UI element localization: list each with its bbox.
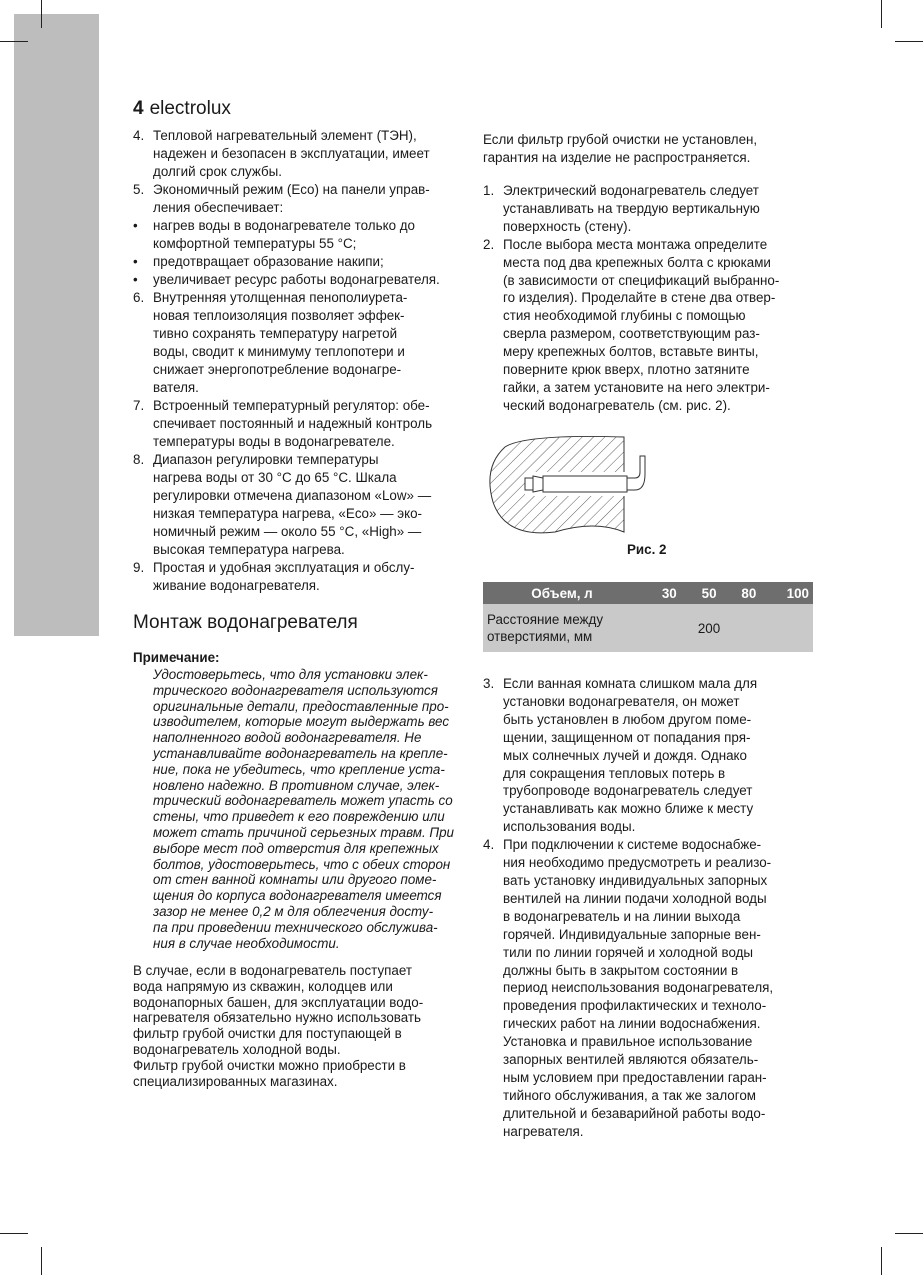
note-text: Удостоверьтесь, что для установки элек- трического водонагревателя используются оригинальные детали, предоставленные про- изводителем, которые могут выдержать вес наполненного водой водонагревателя. Не устанавливайте водонагреватель на крепле- ние, пока не убедитесь, что крепление уста- новлено надежно. В противном случае, элек- трический водонагреватель может упасть со стены, что приведет к его повреждению или может стать причиной серьезных травм. При выборе мест под отверстия для крепежных болтов, удостоверьтесь, что с обеих сторон от стен ванной комнаты или другого поме- щения до корпуса водонагревателя имеется зазор не менее 0,2 м для облегчения досту- па при проведении технического обслужива- ния в случае необходимости. bbox=[153, 667, 455, 951]
crop-mark bbox=[881, 1247, 882, 1275]
list-marker: • bbox=[133, 254, 138, 269]
list-marker: 1. bbox=[483, 183, 495, 198]
list-item bbox=[483, 675, 773, 836]
crop-mark bbox=[0, 41, 28, 42]
list-item bbox=[133, 289, 440, 397]
list-text: Тепловой нагревательный элемент (ТЭН), надежен и безопасен в эксплуатации, имеет долгий срок службы. bbox=[153, 128, 430, 179]
list-item bbox=[483, 182, 779, 236]
list-item bbox=[133, 127, 440, 181]
list-text: Встроенный температурный регулятор: обе- спечивает постоянный и надежный контроль температуры воды в водонагревателе. bbox=[153, 398, 433, 449]
list-text: Простая и удобная эксплуатация и обслу- живание водонагревателя. bbox=[153, 560, 415, 593]
crop-mark bbox=[881, 0, 882, 28]
crop-mark bbox=[895, 41, 923, 42]
list-item bbox=[133, 559, 440, 595]
filter-paragraph: В случае, если в водонагреватель поступает вода напрямую из скважин, колодцев или водонапорных башен, для эксплуатации водо- нагревателя обязательно нужно использовать фильтр грубой очистки для поступающей в водонагреватель холодной воды. Фильтр грубой очистки можно приобрести в специализированных магазинах. bbox=[133, 963, 424, 1089]
row-label: Расстояние между отверстиями, мм bbox=[483, 604, 641, 652]
spec-table bbox=[483, 582, 813, 652]
list-text: нагрев воды в водонагревателе только до комфортной температуры 55 °С; bbox=[153, 218, 416, 251]
header-50: 50 bbox=[681, 582, 721, 604]
list-marker: 7. bbox=[133, 398, 145, 413]
note-label: Примечание: bbox=[133, 650, 220, 665]
list-item bbox=[133, 397, 440, 451]
list-item bbox=[133, 181, 440, 217]
list-marker: 2. bbox=[483, 236, 495, 252]
list-item bbox=[133, 451, 440, 559]
install-steps-continued bbox=[483, 675, 773, 1141]
header-30: 30 bbox=[641, 582, 681, 604]
crop-mark bbox=[0, 1233, 28, 1234]
page-number: 4 bbox=[133, 98, 144, 119]
list-marker: 8. bbox=[133, 452, 145, 467]
list-marker: 4. bbox=[483, 837, 495, 853]
header-100: 100 bbox=[760, 582, 813, 604]
section-title: Монтаж водонагревателя bbox=[133, 612, 358, 633]
side-tab bbox=[14, 14, 99, 636]
list-text: Электрический водонагреватель следует устанавливать на твердую вертикальную поверхность (стену). bbox=[503, 183, 760, 234]
list-item bbox=[483, 236, 779, 415]
list-item bbox=[133, 253, 440, 271]
list-marker: 4. bbox=[133, 128, 145, 143]
list-item bbox=[133, 217, 440, 253]
list-text: увеличивает ресурс работы водонагревателя. bbox=[153, 272, 440, 287]
list-marker: • bbox=[133, 218, 138, 233]
list-text: Экономичный режим (Eco) на панели управ- ления обеспечивает: bbox=[153, 182, 430, 215]
row-value: 200 bbox=[641, 604, 813, 652]
crop-mark bbox=[895, 1233, 923, 1234]
list-text: Диапазон регулировки температуры нагрева воды от 30 °С до 65 °С. Шкала регулировки отмечена диапазоном «Low» — низкая температура нагрева, «Eco» — эко- номичный режим — около 55 °С, «High» — высокая температура нагрева. bbox=[153, 452, 432, 557]
list-marker: 9. bbox=[133, 560, 145, 575]
list-item bbox=[133, 271, 440, 289]
list-text: предотвращает образование накипи; bbox=[153, 254, 384, 269]
list-item bbox=[483, 836, 773, 1140]
header-80: 80 bbox=[721, 582, 761, 604]
feature-list bbox=[133, 127, 440, 595]
crop-mark bbox=[41, 0, 42, 28]
list-marker: 3. bbox=[483, 676, 495, 691]
brand: electrolux bbox=[149, 98, 231, 119]
install-steps bbox=[483, 182, 779, 415]
list-text: После выбора места монтажа определите места под два крепежных болта с крюками (в зависимости от спецификаций выбранно- го изделия). Проделайте в стене два отвер- стия необходимой глубины с помощью сверла размером, соответствующим раз- меру крепежных болтов, вставьте винты, поверните крюк вверх, плотно затяните гайки, а затем установите на него электри- ческий водонагреватель (см. рис. 2). bbox=[503, 236, 780, 413]
list-text: При подключении к системе водоснабже- ния необходимо предусмотреть и реализо- вать установку индивидуальных запорных вентилей на линии подачи холодной воды в водонагреватель и на линии выхода горячей. Индивидуальные запорные вен- тили по линии горячей и холодной воды должны быть в закрытом состоянии в период неиспользования водонагревателя, проведения профилактических и техноло- гических работ на линии водоснабжения. Установка и правильное использование запорных вентилей являются обязатель- ным условием при предоставлении гаран- тийного обслуживания, а так же залогом длительной и безаварийной работы водо- нагревателя. bbox=[503, 837, 774, 1139]
warranty-note: Если фильтр грубой очистки не установлен, гарантия на изделие не распространяется. bbox=[483, 132, 758, 165]
list-marker: 5. bbox=[133, 182, 145, 197]
mounting-bolt-figure bbox=[485, 432, 650, 538]
list-text: Внутренняя утолщенная пенополиурета- новая теплоизоляция позволяет эффек- тивно сохранять температуру нагретой воды, сводит к минимуму теплопотери и снижает энергопотребление водонагре- вателя. bbox=[153, 290, 408, 395]
page-header bbox=[133, 98, 231, 120]
list-text: Если ванная комната слишком мала для установки водонагревателя, он может быть установлен в любом другом поме- щении, защищенном от попадания пря- мых солнечных лучей и дождя. Однако для сокращения тепловых потерь в трубопроводе водонагреватель следует устанавливать как можно ближе к месту использования воды. bbox=[503, 676, 758, 835]
list-marker: 6. bbox=[133, 290, 145, 305]
list-marker: • bbox=[133, 272, 138, 287]
crop-mark bbox=[41, 1247, 42, 1275]
header-volume: Объем, л bbox=[483, 582, 641, 604]
figure-caption: Рис. 2 bbox=[627, 542, 667, 557]
